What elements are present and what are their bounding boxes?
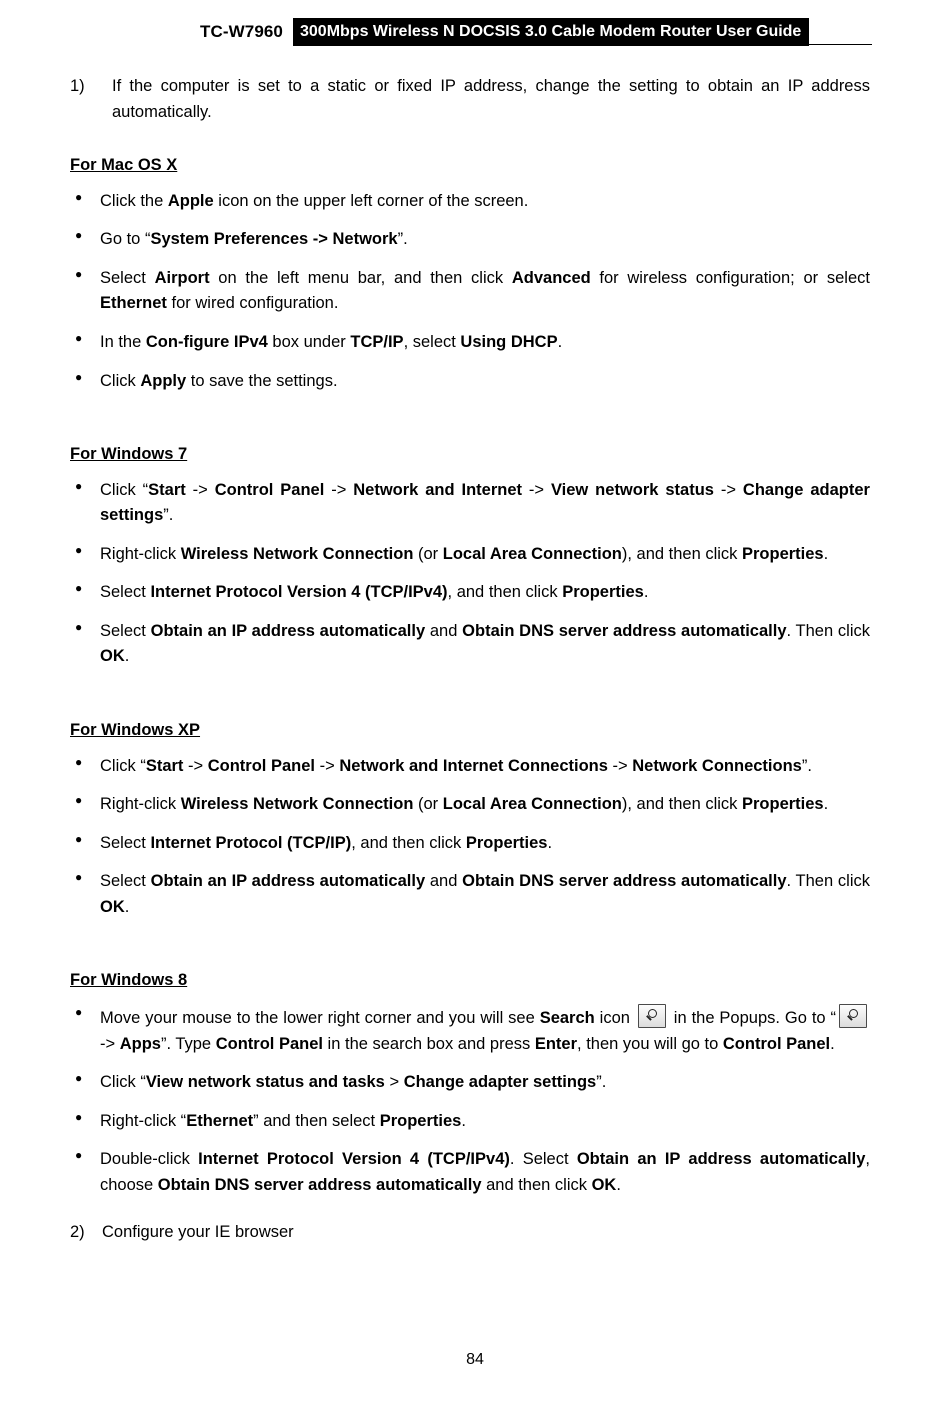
- body-text: Click “: [100, 1073, 146, 1092]
- page-content: [70, 52, 872, 1246]
- body-text: Click “: [100, 480, 149, 499]
- list-item: [70, 580, 872, 606]
- body-text: ”.: [596, 1073, 607, 1092]
- body-text: ->: [100, 1034, 120, 1053]
- emphasis-text: Enter: [534, 1034, 578, 1053]
- search-icon: [839, 1004, 867, 1028]
- emphasis-text: Properties: [562, 583, 644, 602]
- emphasis-text: Wireless Network Connection: [180, 544, 414, 563]
- emphasis-text: Internet Protocol (TCP/IP): [150, 833, 352, 852]
- emphasis-text: Properties: [742, 544, 824, 563]
- intro-step-number: 1): [70, 77, 85, 95]
- emphasis-text: Network and Internet Connections: [339, 756, 608, 775]
- emphasis-text: Obtain an IP address automatically: [150, 872, 426, 891]
- body-text: Go to “: [100, 230, 151, 249]
- section: [70, 418, 872, 670]
- emphasis-text: Properties: [379, 1111, 462, 1130]
- body-text: (or: [413, 795, 443, 814]
- sections-container: [70, 129, 872, 1198]
- section: [70, 944, 872, 1198]
- intro-step: [70, 74, 872, 125]
- section-heading: For Mac OS X: [70, 156, 178, 175]
- emphasis-text: View network status: [550, 480, 714, 499]
- emphasis-text: Obtain DNS server address automatically: [157, 1175, 482, 1194]
- emphasis-text: Internet Protocol Version 4 (TCP/IPv4): [150, 583, 448, 602]
- intro-step-text: If the computer is set to a static or fixed IP address, change the setting to obtain an IP address automatically.: [112, 77, 870, 121]
- body-text: ->: [315, 756, 340, 775]
- body-text: . Select: [509, 1150, 577, 1169]
- list-item: [70, 1004, 872, 1057]
- list-item: [70, 542, 872, 568]
- list-item: [70, 869, 872, 920]
- emphasis-text: Apps: [119, 1034, 161, 1053]
- bullet-list: [70, 478, 872, 670]
- emphasis-text: Internet Protocol Version 4 (TCP/IPv4): [198, 1150, 510, 1169]
- list-item: [70, 330, 872, 356]
- emphasis-text: Search: [539, 1008, 595, 1027]
- body-text: . Then click: [786, 621, 870, 640]
- closing-step-text: Configure your IE browser: [102, 1223, 294, 1242]
- body-text: .: [616, 1175, 621, 1194]
- body-text: for wired configuration.: [166, 294, 339, 313]
- body-text: Click: [100, 371, 141, 390]
- page-number: 84: [466, 1351, 484, 1368]
- section: [70, 694, 872, 920]
- header-model: TC-W7960: [78, 18, 293, 46]
- emphasis-text: OK: [591, 1175, 617, 1194]
- emphasis-text: Change adapter settings: [100, 480, 870, 525]
- bullet-list: [70, 189, 872, 394]
- emphasis-text: Control Panel: [207, 756, 315, 775]
- body-text: ”.: [397, 230, 408, 249]
- list-item: [70, 189, 872, 215]
- body-text: ->: [713, 480, 743, 499]
- body-text: .: [830, 1034, 835, 1053]
- body-text: , select: [403, 332, 461, 351]
- emphasis-text: Airport: [154, 268, 210, 287]
- list-item: [70, 792, 872, 818]
- body-text: to save the settings.: [186, 371, 338, 390]
- emphasis-text: OK: [100, 897, 125, 916]
- body-text: .: [124, 647, 130, 666]
- body-text: ->: [324, 480, 354, 499]
- body-text: .: [823, 795, 829, 814]
- list-item: [70, 369, 872, 395]
- body-text: Double-click: [100, 1150, 199, 1169]
- body-text: , and then click: [351, 833, 466, 852]
- body-text: (or: [413, 544, 443, 563]
- body-text: .: [643, 583, 649, 602]
- emphasis-text: Advanced: [511, 268, 591, 287]
- section-heading: For Windows 8: [70, 971, 188, 990]
- bullet-list: [70, 754, 872, 921]
- emphasis-text: OK: [100, 647, 125, 666]
- emphasis-text: Network and Internet: [353, 480, 523, 499]
- body-text: In the: [100, 332, 146, 351]
- emphasis-text: System Preferences -> Network: [150, 230, 398, 249]
- body-text: .: [547, 833, 553, 852]
- header-title: 300Mbps Wireless N DOCSIS 3.0 Cable Modem Router User Guide: [293, 18, 809, 46]
- body-text: Click the: [100, 191, 168, 210]
- emphasis-text: Properties: [742, 795, 824, 814]
- body-text: Right-click “: [100, 1111, 187, 1130]
- body-text: , then you will go to: [577, 1034, 723, 1053]
- list-item: [70, 831, 872, 857]
- emphasis-text: Network Connections: [632, 756, 802, 775]
- list-item: [70, 227, 872, 253]
- body-text: .: [823, 544, 829, 563]
- emphasis-text: View network status and tasks: [145, 1073, 385, 1092]
- page-header: [78, 18, 872, 52]
- list-item: [70, 478, 872, 529]
- body-text: ), and then click: [621, 544, 742, 563]
- body-text: Right-click: [100, 795, 181, 814]
- body-text: in the search box and press: [322, 1034, 535, 1053]
- emphasis-text: Control Panel: [214, 480, 325, 499]
- closing-step: [70, 1220, 872, 1246]
- emphasis-text: Obtain an IP address automatically: [576, 1150, 866, 1169]
- body-text: Move your mouse to the lower right corner and you will see: [100, 1008, 540, 1027]
- body-text: and: [425, 621, 463, 640]
- body-text: ->: [522, 480, 551, 499]
- emphasis-text: Ethernet: [100, 294, 167, 313]
- body-text: >: [384, 1073, 404, 1092]
- body-text: Select: [100, 872, 151, 891]
- section-heading: For Windows 7: [70, 445, 188, 464]
- body-text: Select: [100, 621, 151, 640]
- body-text: Select: [100, 268, 155, 287]
- body-text: for wireless configuration; or select: [590, 268, 870, 287]
- body-text: ”. Type: [160, 1034, 216, 1053]
- body-text: box under: [267, 332, 351, 351]
- emphasis-text: Ethernet: [186, 1111, 254, 1130]
- emphasis-text: Local Area Connection: [442, 544, 622, 563]
- body-text: icon on the upper left corner of the screen.: [213, 191, 529, 210]
- emphasis-text: Apply: [140, 371, 187, 390]
- emphasis-text: TCP/IP: [350, 332, 404, 351]
- body-text: , choose: [100, 1150, 870, 1194]
- body-text: ->: [183, 756, 208, 775]
- emphasis-text: Local Area Connection: [442, 795, 622, 814]
- list-item: [70, 266, 872, 317]
- document-page: [0, 18, 950, 1405]
- list-item: [70, 1070, 872, 1096]
- body-text: , and then click: [447, 583, 563, 602]
- emphasis-text: Change adapter settings: [403, 1073, 597, 1092]
- emphasis-text: Apple: [167, 191, 214, 210]
- emphasis-text: Properties: [465, 833, 548, 852]
- emphasis-text: Wireless Network Connection: [180, 795, 414, 814]
- body-text: icon: [594, 1008, 635, 1027]
- emphasis-text: Obtain DNS server address automatically: [462, 872, 787, 891]
- list-item: [70, 619, 872, 670]
- section-heading: For Windows XP: [70, 721, 201, 739]
- emphasis-text: Obtain an IP address automatically: [150, 621, 426, 640]
- section: [70, 129, 872, 394]
- closing-step-number: 2): [70, 1223, 85, 1242]
- body-text: ”.: [163, 506, 174, 525]
- list-item: [70, 754, 872, 780]
- list-item: [70, 1109, 872, 1135]
- body-text: ”.: [801, 756, 812, 775]
- emphasis-text: Control Panel: [215, 1034, 323, 1053]
- body-text: Click “: [100, 756, 146, 775]
- body-text: and: [425, 872, 463, 891]
- body-text: .: [461, 1111, 466, 1130]
- body-text: ” and then select: [253, 1111, 380, 1130]
- search-icon: [638, 1004, 666, 1028]
- list-item: [70, 1147, 872, 1198]
- body-text: ->: [607, 756, 633, 775]
- body-text: Select: [100, 583, 151, 602]
- body-text: .: [124, 897, 130, 916]
- emphasis-text: Using DHCP: [460, 332, 558, 351]
- body-text: and then click: [481, 1175, 592, 1194]
- emphasis-text: Start: [145, 756, 184, 775]
- body-text: Select: [100, 833, 151, 852]
- emphasis-text: Con-figure IPv4: [145, 332, 268, 351]
- body-text: ), and then click: [621, 795, 742, 814]
- emphasis-text: Control Panel: [722, 1034, 831, 1053]
- body-text: . Then click: [786, 872, 870, 891]
- page-footer: [0, 1351, 950, 1369]
- body-text: .: [557, 332, 563, 351]
- body-text: Right-click: [100, 544, 181, 563]
- body-text: ->: [185, 480, 215, 499]
- emphasis-text: Start: [148, 480, 186, 499]
- bullet-list: [70, 1004, 872, 1198]
- body-text: on the left menu bar, and then click: [209, 268, 512, 287]
- emphasis-text: Obtain DNS server address automatically: [462, 621, 787, 640]
- body-text: in the Popups. Go to “: [668, 1008, 837, 1027]
